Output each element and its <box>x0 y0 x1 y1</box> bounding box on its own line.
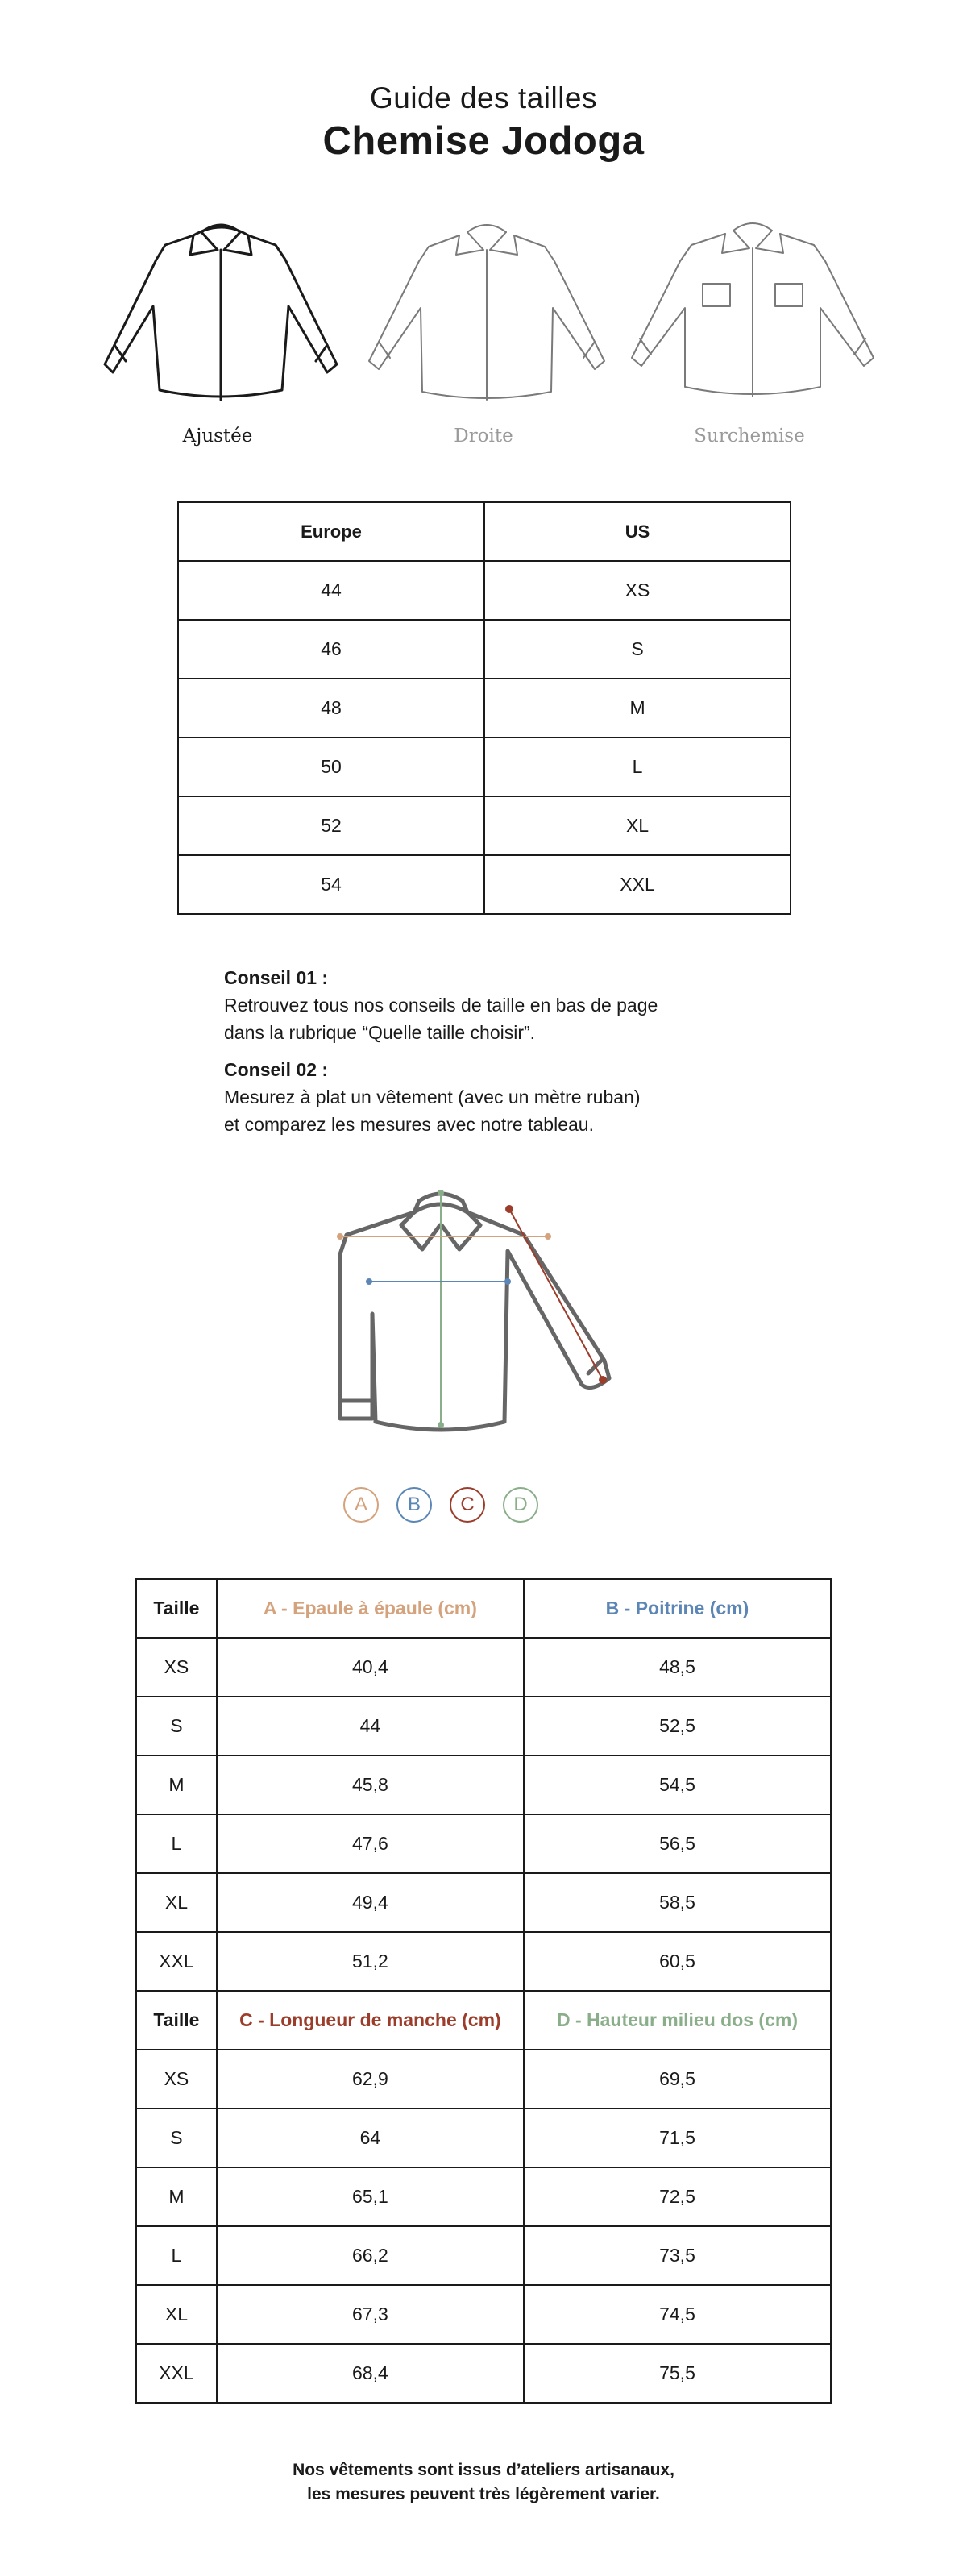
advice-section <box>224 964 772 1148</box>
cell-us: XL <box>484 796 791 855</box>
cell-europe: 48 <box>178 679 484 737</box>
header-poitrine: B - Poitrine (cm) <box>524 1579 831 1638</box>
cell-us: M <box>484 679 791 737</box>
cell-value: 67,3 <box>217 2285 524 2344</box>
cell-value: 49,4 <box>217 1873 524 1932</box>
fit-label-ajustee: Ajustée <box>182 426 253 447</box>
cell-value: 64 <box>217 2109 524 2167</box>
header-us: US <box>484 502 791 561</box>
fit-option-surchemise[interactable] <box>612 203 886 447</box>
table-header-row <box>178 502 791 561</box>
cell-size: XS <box>136 2050 217 2109</box>
tip-title: Conseil 01 : <box>224 967 329 988</box>
cell-value: 51,2 <box>217 1932 524 1991</box>
footer-note <box>0 2458 967 2507</box>
table-row <box>136 2167 831 2226</box>
fit-selector <box>81 203 886 461</box>
table-row <box>136 1814 831 1873</box>
cell-value: 74,5 <box>524 2285 831 2344</box>
header-europe: Europe <box>178 502 484 561</box>
tip-text-line: Retrouvez tous nos conseils de taille en bas de page <box>224 995 658 1016</box>
header-taille: Taille <box>136 1579 217 1638</box>
cell-value: 47,6 <box>217 1814 524 1873</box>
overshirt-icon <box>620 203 878 413</box>
cell-size: S <box>136 2109 217 2167</box>
shirt-straight-icon <box>355 203 612 413</box>
cell-value: 71,5 <box>524 2109 831 2167</box>
measure-point-a-left <box>337 1233 343 1240</box>
cell-value: 69,5 <box>524 2050 831 2109</box>
cell-value: 45,8 <box>217 1755 524 1814</box>
measure-point-b-right <box>504 1278 511 1285</box>
table-row <box>178 679 791 737</box>
cell-europe: 54 <box>178 855 484 914</box>
tip-text-line: et comparez les mesures avec notre tableau. <box>224 1114 594 1135</box>
measurement-table <box>135 1578 832 2404</box>
shirt-fitted-icon <box>89 203 347 413</box>
cell-value: 40,4 <box>217 1638 524 1697</box>
table-row <box>136 1697 831 1755</box>
legend-d: D <box>503 1487 538 1523</box>
table-row <box>136 1873 831 1932</box>
cell-europe: 50 <box>178 737 484 796</box>
table-row <box>178 796 791 855</box>
cell-value: 54,5 <box>524 1755 831 1814</box>
table-row <box>136 2226 831 2285</box>
table-row <box>136 1932 831 1991</box>
cell-size: XXL <box>136 1932 217 1991</box>
cell-size: XS <box>136 1638 217 1697</box>
cell-value: 66,2 <box>217 2226 524 2285</box>
table-row <box>178 737 791 796</box>
measure-point-c-top <box>505 1205 513 1213</box>
table-row <box>136 1755 831 1814</box>
measure-point-d-bottom <box>438 1422 444 1428</box>
measurement-diagram <box>322 1169 645 1475</box>
fit-label-droite: Droite <box>454 426 513 447</box>
legend-b: B <box>396 1487 432 1523</box>
cell-value: 60,5 <box>524 1932 831 1991</box>
measure-line-c <box>509 1209 603 1380</box>
table-row <box>178 855 791 914</box>
footer-line: Nos vêtements sont issus d’ateliers artisanaux, <box>293 2461 674 2479</box>
measure-point-a-right <box>545 1233 551 1240</box>
footer-line: les mesures peuvent très légèrement varier. <box>307 2485 660 2503</box>
cell-size: XL <box>136 2285 217 2344</box>
cell-us: S <box>484 620 791 679</box>
cell-value: 68,4 <box>217 2344 524 2403</box>
cell-value: 56,5 <box>524 1814 831 1873</box>
cell-value: 75,5 <box>524 2344 831 2403</box>
cell-value: 44 <box>217 1697 524 1755</box>
legend-a: A <box>343 1487 379 1523</box>
cell-size: XL <box>136 1873 217 1932</box>
fit-option-droite[interactable] <box>347 203 620 447</box>
measurement-legend <box>0 1487 967 1527</box>
table-header-row <box>136 1991 831 2050</box>
cell-size: L <box>136 2226 217 2285</box>
table-header-row <box>136 1579 831 1638</box>
cell-size: M <box>136 1755 217 1814</box>
header-hauteur-dos: D - Hauteur milieu dos (cm) <box>524 1991 831 2050</box>
cell-us: XXL <box>484 855 791 914</box>
table-row <box>136 2050 831 2109</box>
fit-option-ajustee[interactable] <box>81 203 355 447</box>
page-header <box>0 79 967 164</box>
cell-size: L <box>136 1814 217 1873</box>
cell-value: 72,5 <box>524 2167 831 2226</box>
cell-value: 62,9 <box>217 2050 524 2109</box>
cell-europe: 44 <box>178 561 484 620</box>
cell-value: 48,5 <box>524 1638 831 1697</box>
header-taille: Taille <box>136 1991 217 2050</box>
cell-us: XS <box>484 561 791 620</box>
table-row <box>136 2109 831 2167</box>
tip-text-line: dans la rubrique “Quelle taille choisir”. <box>224 1022 536 1043</box>
legend-c: C <box>450 1487 485 1523</box>
fit-label-surchemise: Surchemise <box>694 426 805 447</box>
cell-us: L <box>484 737 791 796</box>
measure-point-b-left <box>366 1278 372 1285</box>
tip-text-line: Mesurez à plat un vêtement (avec un mètre ruban) <box>224 1086 641 1107</box>
table-row <box>136 1638 831 1697</box>
cell-value: 58,5 <box>524 1873 831 1932</box>
size-conversion-table <box>177 501 791 915</box>
table-row <box>178 620 791 679</box>
cell-value: 73,5 <box>524 2226 831 2285</box>
table-row <box>136 2285 831 2344</box>
cell-europe: 52 <box>178 796 484 855</box>
cell-size: XXL <box>136 2344 217 2403</box>
measure-point-c-bottom <box>599 1376 607 1384</box>
guide-title: Guide des tailles <box>369 81 598 114</box>
cell-value: 65,1 <box>217 2167 524 2226</box>
cell-size: M <box>136 2167 217 2226</box>
cell-size: S <box>136 1697 217 1755</box>
table-row <box>178 561 791 620</box>
table-row <box>136 2344 831 2403</box>
header-manche: C - Longueur de manche (cm) <box>217 1991 524 2050</box>
advice-tip-1 <box>224 964 772 1046</box>
header-epaule: A - Epaule à épaule (cm) <box>217 1579 524 1638</box>
cell-europe: 46 <box>178 620 484 679</box>
tip-title: Conseil 02 : <box>224 1059 329 1080</box>
cell-value: 52,5 <box>524 1697 831 1755</box>
advice-tip-2 <box>224 1056 772 1138</box>
shirt-outline-icon <box>340 1194 609 1430</box>
product-title: Chemise Jodoga <box>322 119 645 163</box>
measure-point-d-top <box>438 1190 444 1196</box>
